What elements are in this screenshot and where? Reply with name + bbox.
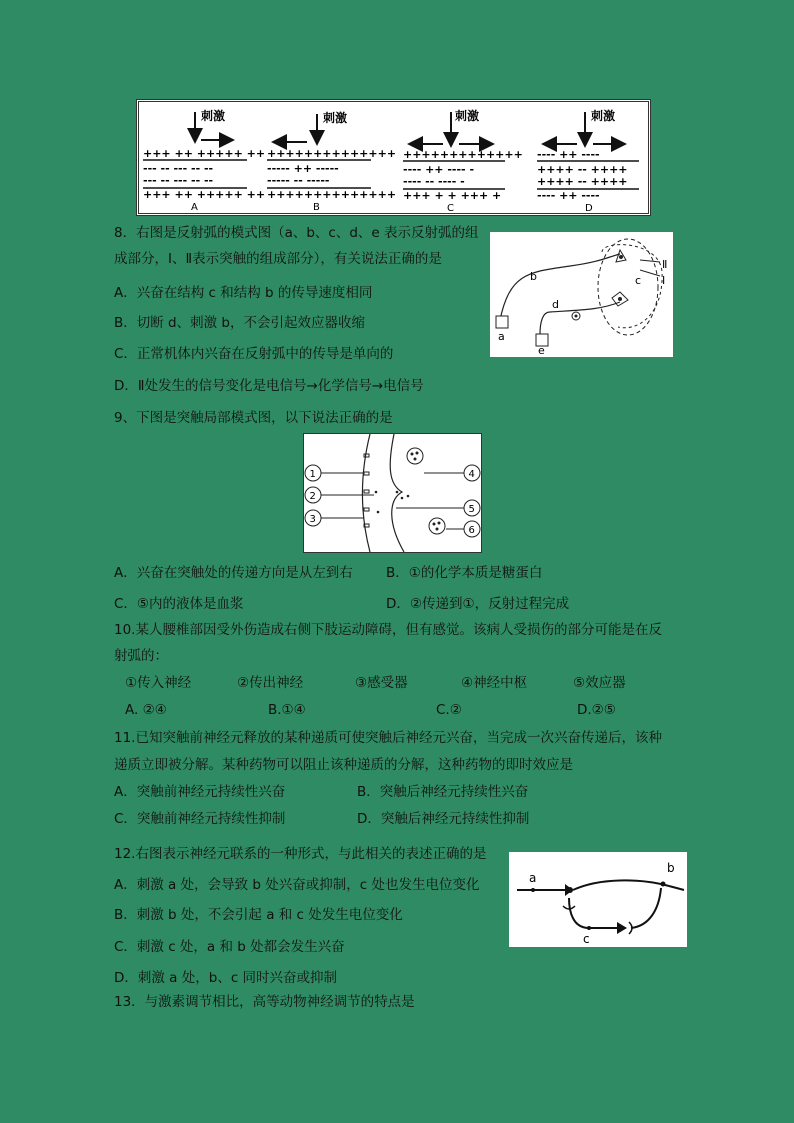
reflex-label-b: b	[530, 270, 537, 283]
panel-d-row4: ---- ++ ----	[537, 189, 600, 202]
q12-stem: 12.右图表示神经元联系的一种形式，与此相关的表述正确的是	[114, 846, 487, 862]
q10-option-b[interactable]: B.①④	[268, 702, 306, 718]
panel-b-row2: ----- ++ -----	[267, 162, 339, 175]
q12-option-d[interactable]: D．刺激 a 处，b、c 同时兴奋或抑制	[114, 970, 338, 986]
q10-stem-line2: 射弧的：	[114, 648, 168, 664]
panel-c-row1: +++++++++++++	[403, 148, 523, 161]
q8-option-d[interactable]: D．Ⅱ处发生的信号变化是电信号→化学信号→电信号	[114, 378, 424, 394]
synapse-label-4: 4	[468, 469, 475, 480]
q9-stem: 9、下图是突触局部模式图，以下说法正确的是	[114, 410, 393, 426]
circuit-label-a: a	[529, 871, 537, 885]
q8-stem-line1: 8．右图是反射弧的模式图（a、b、c、d、e 表示反射弧的组	[114, 225, 479, 241]
neuron-circuit-figure	[509, 852, 687, 947]
panel-d-row2: ++++ -- ++++	[537, 163, 628, 176]
panel-c-row2: ---- ++ ---- -	[403, 163, 475, 176]
membrane-potential-figure	[136, 99, 651, 216]
panel-a-stim: 刺激	[201, 109, 226, 123]
q12-option-a[interactable]: A．刺激 a 处，会导致 b 处兴奋或抑制，c 处也发生电位变化	[114, 877, 480, 893]
panel-d-stim: 刺激	[591, 109, 616, 123]
q12-option-c[interactable]: C．刺激 c 处，a 和 b 处都会发生兴奋	[114, 939, 345, 955]
q11-option-c[interactable]: C．突触前神经元持续性抑制	[114, 811, 286, 827]
synapse-figure	[303, 433, 482, 553]
q11-option-d[interactable]: D．突触后神经元持续性抑制	[357, 811, 530, 827]
panel-d-row3: ++++ -- ++++	[537, 175, 628, 188]
panel-b-stim: 刺激	[323, 111, 348, 125]
neuron-circuit-svg	[509, 852, 687, 947]
synapse-svg	[304, 434, 481, 552]
panel-d	[537, 108, 639, 213]
q10-item-5: ⑤效应器	[573, 675, 626, 691]
reflex-label-e: e	[538, 344, 545, 357]
circuit-label-b: b	[667, 861, 675, 875]
q10-item-3: ③感受器	[355, 675, 408, 691]
q10-option-c[interactable]: C.②	[436, 702, 462, 718]
panel-b-row3: ----- -- -----	[267, 174, 330, 187]
synapse-label-3: 3	[309, 514, 316, 525]
q11-stem-line2: 递质立即被分解。某种药物可以阻止该种递质的分解，这种药物的即时效应是	[114, 757, 573, 773]
q9-option-b[interactable]: B．①的化学本质是糖蛋白	[386, 565, 543, 581]
q8-stem-line2: 成部分，Ⅰ、Ⅱ表示突触的组成部分），有关说法正确的是	[114, 251, 442, 267]
panel-b	[267, 110, 396, 213]
reflex-label-c: c	[635, 274, 642, 287]
q8-option-b[interactable]: B．切断 d、刺激 b，不会引起效应器收缩	[114, 315, 365, 331]
q11-option-a[interactable]: A．突触前神经元持续性兴奋	[114, 784, 286, 800]
panel-a-label: A	[191, 202, 198, 213]
q13-stem: 13．与激素调节相比，高等动物神经调节的特点是	[114, 994, 415, 1010]
panel-a-row3: --- -- --- -- --	[143, 174, 214, 187]
q9-option-d[interactable]: D．②传递到①，反射过程完成	[386, 596, 570, 612]
panel-a-row4: +++ ++ +++++ ++	[143, 188, 266, 201]
q8-option-a[interactable]: A．兴奋在结构 c 和结构 b 的传导速度相同	[114, 285, 373, 301]
membrane-panels-svg	[139, 102, 648, 213]
synapse-label-5: 5	[468, 504, 475, 515]
synapse-label-1: 1	[309, 469, 316, 480]
panel-c-stim: 刺激	[455, 109, 480, 123]
panel-c	[403, 108, 523, 213]
q11-option-b[interactable]: B．突触后神经元持续性兴奋	[357, 784, 529, 800]
q10-item-1: ①传入神经	[125, 675, 192, 691]
reflex-arc-figure	[490, 232, 673, 357]
synapse-label-6: 6	[468, 525, 475, 536]
panel-d-row1: ---- ++ ----	[537, 148, 600, 161]
panel-b-row1: ++++++++++++++	[267, 147, 397, 160]
q12-option-b[interactable]: B．刺激 b 处，不会引起 a 和 c 处发生电位变化	[114, 907, 403, 923]
synapse-label-2: 2	[309, 491, 316, 502]
q8-option-c[interactable]: C．正常机体内兴奋在反射弧中的传导是单向的	[114, 346, 394, 362]
reflex-label-d: d	[552, 298, 559, 311]
circuit-label-c: c	[583, 932, 590, 946]
panel-c-row4: +++ + + +++ +	[403, 189, 502, 202]
q10-item-2: ②传出神经	[237, 675, 304, 691]
q9-option-c[interactable]: C．⑤内的液体是血浆	[114, 596, 244, 612]
panel-c-label: C	[447, 203, 454, 213]
q10-option-d[interactable]: D.②⑤	[577, 702, 616, 718]
reflex-arc-svg	[490, 232, 673, 357]
reflex-label-II: Ⅱ	[662, 258, 668, 271]
reflex-label-I: Ⅰ	[662, 274, 666, 287]
q9-option-a[interactable]: A．兴奋在突触处的传递方向是从左到右	[114, 565, 353, 581]
q11-stem-line1: 11.已知突触前神经元释放的某种递质可使突触后神经元兴奋，当完成一次兴奋传递后，该种	[114, 730, 662, 746]
panel-b-label: B	[313, 202, 320, 213]
q10-stem-line1: 10.某人腰椎部因受外伤造成右侧下肢运动障碍，但有感觉。该病人受损伤的部分可能是在反	[114, 622, 662, 638]
panel-a-row2: --- -- --- -- --	[143, 162, 214, 175]
panel-a	[143, 108, 265, 213]
panel-b-row4: ++++++++++++++	[267, 188, 397, 201]
panel-d-label: D	[585, 203, 593, 213]
panel-a-row1: +++ ++ +++++ ++	[143, 147, 266, 160]
q10-item-4: ④神经中枢	[461, 675, 528, 691]
reflex-label-a: a	[498, 330, 505, 343]
panel-c-row3: ---- -- ---- -	[403, 175, 465, 188]
q10-option-a[interactable]: A. ②④	[125, 702, 167, 718]
